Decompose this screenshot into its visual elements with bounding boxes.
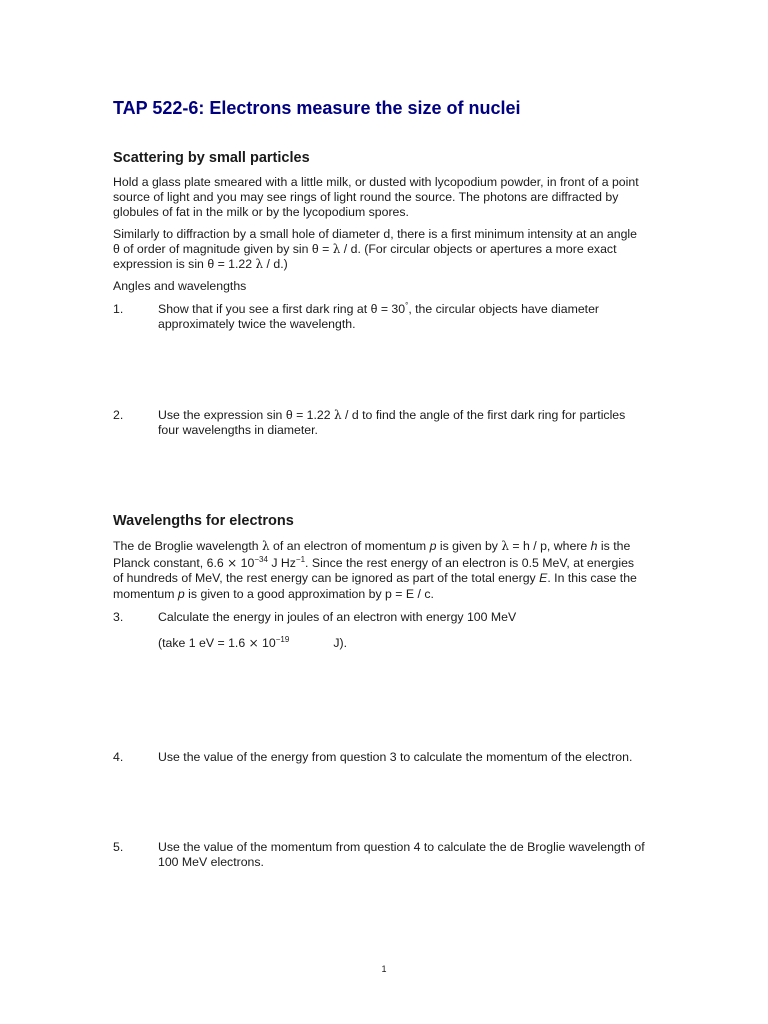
question-number-4: 4. xyxy=(113,750,124,764)
text-run: (take 1 eV = 1.6 xyxy=(158,636,249,651)
italic-E: E xyxy=(539,571,548,586)
times-symbol: × xyxy=(248,636,259,651)
question-line xyxy=(158,408,668,423)
question-number-2: 2. xyxy=(113,408,124,422)
text-run: Show that if you see a first dark ring at θ = 30 xyxy=(158,302,406,316)
paragraph-line: source of light and you may see rings of light round the source. The photons are diffracted by xyxy=(113,190,619,205)
question-line: Calculate the energy in joules of an electron with energy 100 MeV xyxy=(158,610,517,624)
italic-p: p xyxy=(177,586,185,601)
italic-p: p xyxy=(429,539,437,553)
question-number-3: 3. xyxy=(113,610,124,624)
paragraph-line xyxy=(113,242,658,257)
text-run: / d. (For circular objects or apertures a more exact xyxy=(340,242,617,257)
question-number-5: 5. xyxy=(113,840,124,854)
text-run: Use the expression sin θ = 1.22 xyxy=(158,408,335,422)
text-run: of an electron of momentum xyxy=(269,539,430,553)
text-run: expression is sin θ = 1.22 xyxy=(113,257,256,272)
text-run: 10 xyxy=(258,636,276,651)
paragraph-line xyxy=(113,556,658,571)
paragraph-line: globules of fat in the milk or by the lycopodium spores. xyxy=(113,205,409,220)
text-run: = h / p, where xyxy=(508,539,591,553)
text-run: momentum xyxy=(113,586,178,601)
lambda-symbol: λ xyxy=(255,257,264,272)
paragraph-line xyxy=(113,539,658,554)
text-run: / d to find the angle of the first dark ring for particles xyxy=(341,408,626,422)
question-text-5 xyxy=(158,840,668,870)
text-run: is given to a good approximation by p = E / c. xyxy=(184,586,434,601)
paragraph-line xyxy=(113,571,658,586)
exponent: −1 xyxy=(295,555,306,565)
question-line: four wavelengths in diameter. xyxy=(158,423,318,438)
paragraph-scattering-intro xyxy=(113,175,658,221)
text-run: J Hz xyxy=(267,556,296,571)
paragraph-line xyxy=(113,587,658,602)
paragraph-line: Hold a glass plate smeared with a little milk, or dusted with lycopodium powder, in front of a point xyxy=(113,175,639,189)
text-run: Planck constant, 6.6 xyxy=(113,556,228,571)
exponent: −19 xyxy=(275,635,290,645)
text-run: The de Broglie wavelength xyxy=(113,539,263,553)
question-text-2 xyxy=(158,408,668,438)
document-title: TAP 522-6: Electrons measure the size of nuclei xyxy=(113,98,521,118)
section-heading-wavelengths: Wavelengths for electrons xyxy=(113,513,294,529)
question-line: Use the value of the momentum from question 4 to calculate the de Broglie wavelength of xyxy=(158,840,645,854)
section-heading-scattering: Scattering by small particles xyxy=(113,150,310,166)
text-run: of hundreds of MeV, the rest energy can be ignored as part of the total energy xyxy=(113,571,540,586)
paragraph-line xyxy=(113,257,658,272)
text-run: . In this case the xyxy=(547,571,637,586)
lambda-symbol: λ xyxy=(332,242,341,257)
question-line: approximately twice the wavelength. xyxy=(158,317,356,332)
question-text-3 xyxy=(158,610,668,651)
paragraph-diffraction xyxy=(113,227,658,273)
question-line xyxy=(158,636,668,651)
question-text-1 xyxy=(158,302,668,332)
question-text-4 xyxy=(158,750,668,765)
text-run: is the xyxy=(597,539,631,553)
text-run: θ of order of magnitude given by sin θ = xyxy=(113,242,333,257)
text-run: is given by xyxy=(436,539,502,553)
paragraph-line: Similarly to diffraction by a small hole of diameter d, there is a first minimum intensity at an angle xyxy=(113,227,637,241)
lambda-symbol: λ xyxy=(501,539,509,553)
subheading-angles: Angles and wavelengths xyxy=(113,279,247,293)
degree-superscript: ° xyxy=(405,301,409,310)
italic-h: h xyxy=(590,539,598,553)
question-line: 100 MeV electrons. xyxy=(158,855,264,870)
paragraph-de-broglie xyxy=(113,539,658,602)
question-line: Use the value of the energy from question 3 to calculate the momentum of the electron. xyxy=(158,750,633,764)
text-run: 10 xyxy=(237,556,255,571)
text-run: / d.) xyxy=(263,257,288,272)
lambda-symbol: λ xyxy=(334,408,342,422)
text-run: . Since the rest energy of an electron is 0.5 MeV, at energies xyxy=(305,556,635,571)
page-number: 1 xyxy=(381,964,387,974)
exponent: −34 xyxy=(254,555,268,565)
times-symbol: × xyxy=(227,556,238,571)
lambda-symbol: λ xyxy=(262,539,270,553)
text-run: , the circular objects have diameter xyxy=(408,302,600,316)
question-number-1: 1. xyxy=(113,302,124,316)
question-line xyxy=(158,302,668,317)
text-run: J). xyxy=(333,636,347,651)
